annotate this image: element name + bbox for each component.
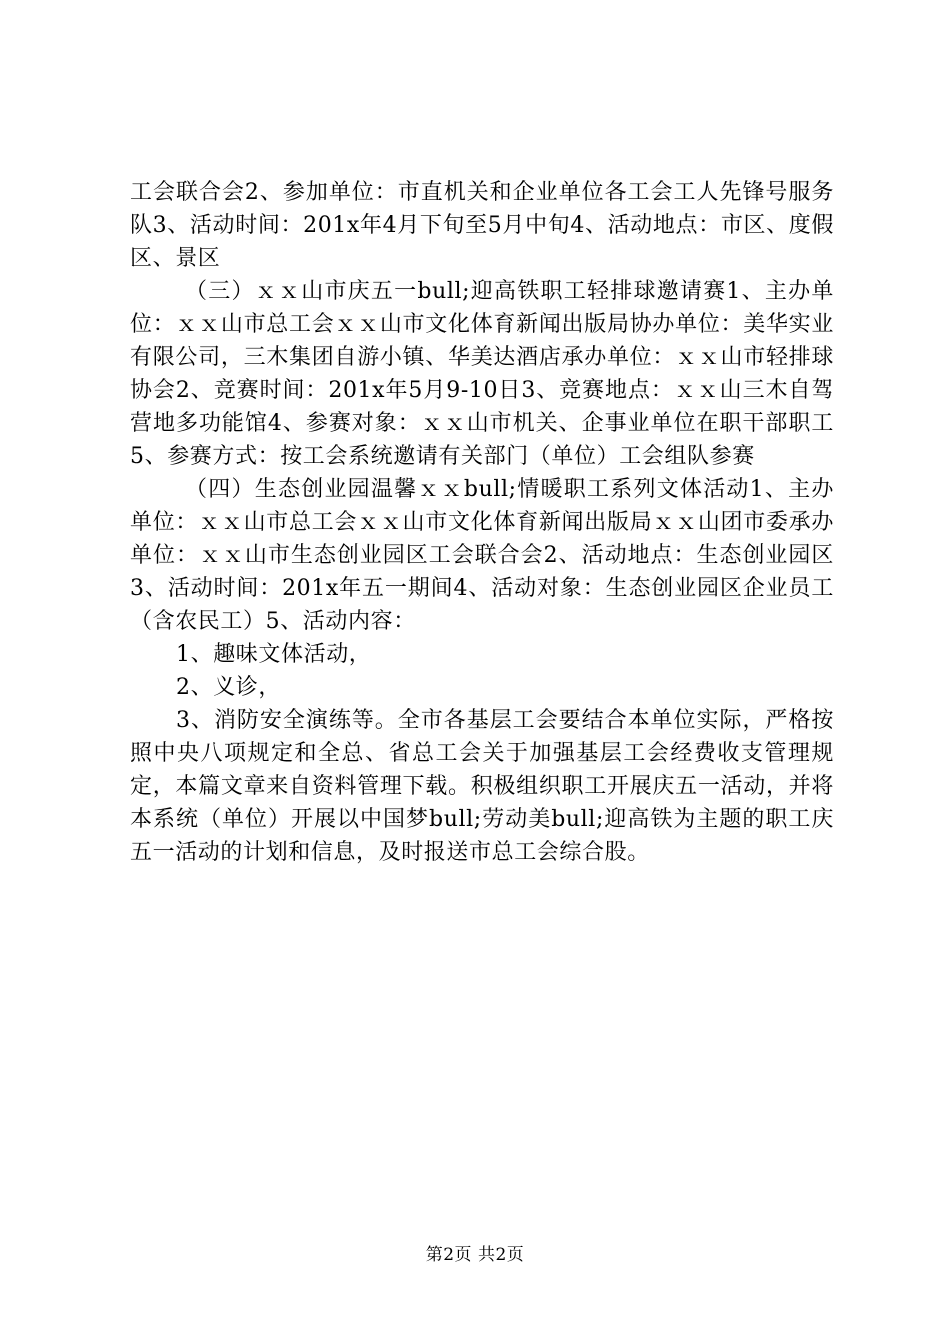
page-number-indicator: 第2页 共2页: [425, 1245, 525, 1265]
list-item-fire-drill: 3、消防安全演练等。全市各基层工会要结合本单位实际，严格按照中央八项规定和全总、省总工会关于加强基层工会经费收支管理规定，本篇文章来自资料管理下载。积极组织职工开展庆五一活动，并将本系统（单位）开展以中国梦bull;劳动美bull;迎高铁为主题的职工庆五一活动的计划和信息，及时报送市总工会综合股。: [130, 708, 834, 865]
paragraph-continuation: 工会联合会2、参加单位：市直机关和企业单位各工会工人先锋号服务队3、活动时间：201x年4月下旬至5月中旬4、活动地点：市区、度假区、景区: [130, 180, 834, 271]
page-footer: [0, 1244, 950, 1266]
list-item-fun-activities: 1、趣味文体活动，: [176, 642, 372, 667]
paragraph-section-four: （四）生态创业园温馨ｘｘbull;情暖职工系列文体活动1、主办单位：ｘｘ山市总工会ｘｘ山市文化体育新闻出版局ｘｘ山团市委承办单位：ｘｘ山市生态创业园区工会联合会2、活动地点：生态创业园区3、活动时间：201x年五一期间4、活动对象：生态创业园区企业员工（含农民工）5、活动内容：: [130, 477, 834, 634]
paragraph-section-three: （三）ｘｘ山市庆五一bull;迎高铁职工轻排球邀请赛1、主办单位：ｘｘ山市总工会ｘｘ山市文化体育新闻出版局协办单位：美华实业有限公司，三木集团自游小镇、华美达酒店承办单位：ｘｘ山市轻排球协会2、竞赛时间：201x年5月9-10日3、竞赛地点：ｘｘ山三木自驾营地多功能馆4、参赛对象：ｘｘ山市机关、企事业单位在职干部职工5、参赛方式：按工会系统邀请有关部门（单位）工会组队参赛: [130, 279, 834, 469]
list-item-free-clinic: 2、义诊，: [176, 675, 281, 700]
document-body: [130, 176, 834, 869]
